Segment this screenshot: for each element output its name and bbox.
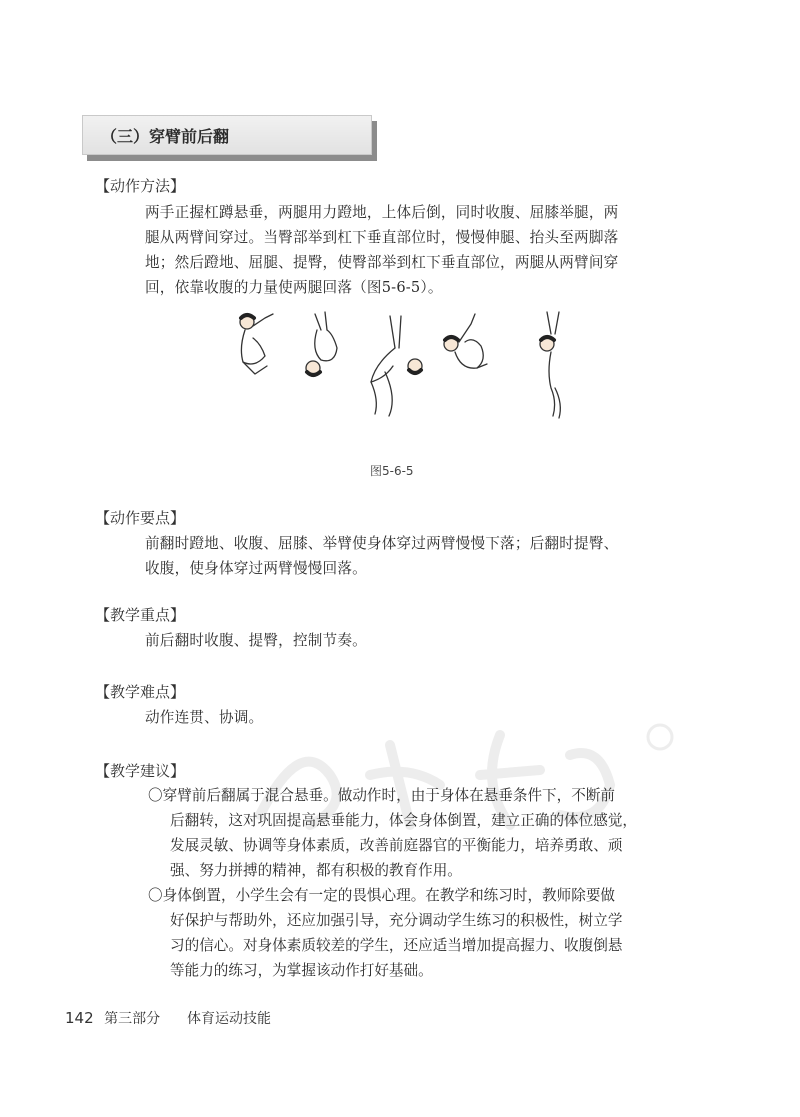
suggestion-item: [148, 883, 693, 983]
page-number: 142: [65, 1009, 94, 1027]
key-points-heading: 【动作要点】: [95, 509, 186, 527]
method-paragraph: [145, 200, 690, 300]
teaching-difficulty-line: 动作连贯、协调。: [145, 709, 264, 726]
method-line: 腿从两臂间穿过。当臀部举到杠下垂直部位时，慢慢伸腿、抬头至两脚落: [145, 229, 619, 246]
suggestion-line: 〇穿臂前后翻属于混合悬垂。做动作时，由于身体在悬垂条件下，不断前: [148, 787, 616, 804]
suggestion-line: 后翻转，这对巩固提高悬垂能力，体会身体倒置，建立正确的体位感觉，: [170, 812, 638, 829]
method-line: 两手正握杠蹲悬垂，两腿用力蹬地，上体后倒，同时收腹、屈膝举腿，两: [145, 204, 619, 221]
suggestions-list: [148, 783, 693, 983]
key-points-paragraph: [145, 531, 690, 581]
key-points-line: 前翻时蹬地、收腹、屈膝、举臂使身体穿过两臂慢慢下落；后翻时提臀、: [145, 535, 619, 552]
pose-3-illustration: [371, 316, 422, 416]
page-footer: [65, 1008, 271, 1028]
suggestion-item: [148, 783, 693, 883]
footer-part-title: 体育运动技能: [187, 1011, 271, 1027]
teaching-focus-heading: 【教学重点】: [95, 606, 186, 624]
footer-part: 第三部分: [104, 1011, 161, 1027]
suggestion-line: 发展灵敏、协调等身体素质，改善前庭器官的平衡能力，培养勇敢、顽: [170, 837, 623, 854]
teaching-focus-line: 前后翻时收腹、提臀，控制节奏。: [145, 632, 367, 649]
pose-2-illustration: [306, 312, 337, 375]
suggestions-heading: 【教学建议】: [95, 762, 186, 780]
pose-4-illustration: [444, 314, 487, 368]
suggestion-line: 〇身体倒置，小学生会有一定的畏惧心理。在教学和练习时，教师除要做: [148, 887, 616, 904]
method-heading: 【动作方法】: [95, 177, 186, 195]
suggestion-line: 好保护与帮助外，还应加强引导，充分调动学生练习的积极性，树立学: [170, 912, 623, 929]
suggestion-line: 强、努力拼搏的精神，都有积极的教育作用。: [170, 862, 462, 879]
figure-caption: 图5-6-5: [370, 464, 414, 478]
pose-1-illustration: [240, 314, 273, 374]
teaching-focus-paragraph: [145, 628, 690, 653]
method-line: 回，依靠收腹的力量使两腿回落（图5-6-5）。: [145, 279, 443, 296]
pose-5-illustration: [540, 312, 560, 418]
teaching-difficulty-heading: 【教学难点】: [95, 683, 186, 701]
key-points-line: 收腹，使身体穿过两臂慢慢回落。: [145, 560, 367, 577]
method-line: 地；然后蹬地、屈腿、提臀，使臀部举到杠下垂直部位，两腿从两臂间穿: [145, 254, 619, 271]
section-title-text: （三）穿臂前后翻: [101, 126, 230, 146]
figure-5-6-5: [225, 308, 585, 420]
section-title: [82, 115, 372, 155]
suggestion-line: 习的信心。对身体素质较差的学生，还应适当增加提高握力、收腹倒悬: [170, 937, 623, 954]
suggestion-line: 等能力的练习，为掌握该动作打好基础。: [170, 962, 433, 979]
